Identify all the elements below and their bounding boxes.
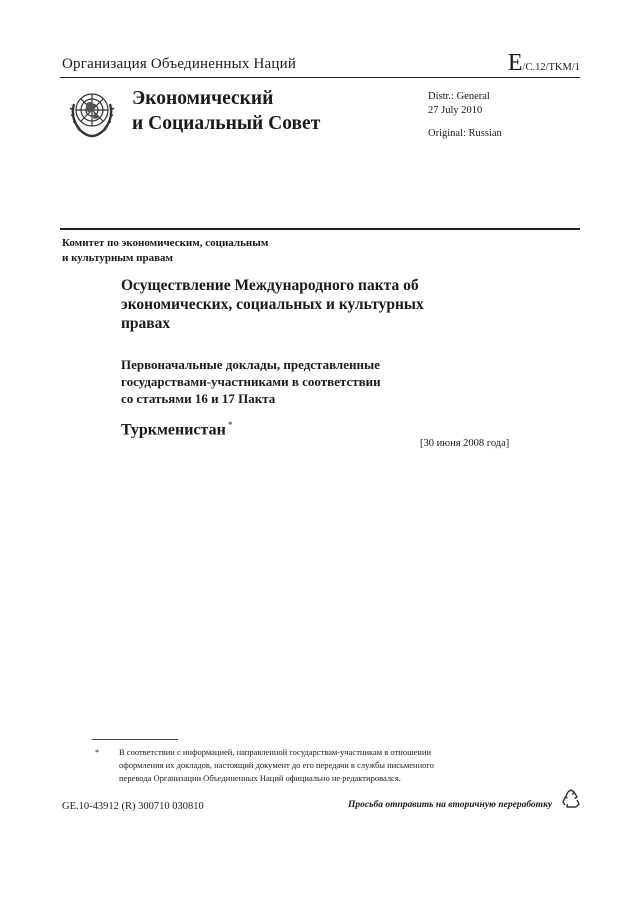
document-title-line2: экономических, социальных и культурных — [121, 296, 424, 313]
section-rule — [60, 228, 580, 230]
committee-name-line1: Комитет по экономическим, социальным — [62, 237, 269, 249]
document-title-line1: Осуществление Международного пакта об — [121, 277, 419, 294]
council-name-line1: Экономический — [132, 88, 274, 109]
distribution-type: Distr.: General — [428, 91, 490, 102]
country-footnote-mark[interactable]: * — [227, 420, 233, 430]
distribution-block — [428, 90, 502, 141]
job-number: GE.10-43912 (R) 300710 030810 — [62, 801, 204, 812]
footnote-rule — [92, 739, 178, 740]
country-name: Туркменистан — [121, 421, 226, 439]
report-date: [30 июня 2008 года] — [420, 438, 510, 449]
document-subtitle-line3: со статьями 16 и 17 Пакта — [121, 391, 276, 406]
document-subtitle-line2: государствами-участниками в соответствии — [121, 374, 381, 389]
footnote-line1: В соответствии с информацией, направленной государствам-участникам в отношении — [119, 747, 432, 757]
footnote-line3: перевода Организации Объединенных Наций официально не редактировался. — [119, 773, 401, 783]
footnote — [97, 746, 527, 785]
organization-name: Организация Объединенных Наций — [62, 56, 297, 72]
footnote-mark: * — [95, 747, 100, 757]
council-name-line2: и Социальный Совет — [132, 113, 321, 134]
document-symbol-letter: E — [507, 50, 523, 76]
document-subtitle-line1: Первоначальные доклады, представленные — [121, 357, 380, 372]
recycle-request: Просьба отправить на вторичную переработку — [348, 800, 553, 810]
document-symbol — [508, 50, 580, 77]
distribution-date: 27 July 2010 — [428, 105, 483, 116]
header-rule — [60, 77, 580, 78]
footnote-line2: оформления их докладов, настоящий документ до его передачи в службы письменного — [119, 760, 434, 770]
original-language: Original: Russian — [428, 128, 502, 139]
council-name — [132, 86, 320, 136]
document-subtitle — [121, 356, 481, 407]
document-title — [121, 276, 521, 333]
document-symbol-code: /C.12/TKM/1 — [522, 62, 580, 73]
committee-name-line2: и культурным правам — [62, 252, 173, 264]
committee-name — [62, 236, 362, 266]
un-emblem-icon — [64, 84, 120, 140]
recycle-icon — [560, 788, 582, 810]
country-heading — [121, 420, 232, 439]
document-title-line3: правах — [121, 315, 171, 332]
